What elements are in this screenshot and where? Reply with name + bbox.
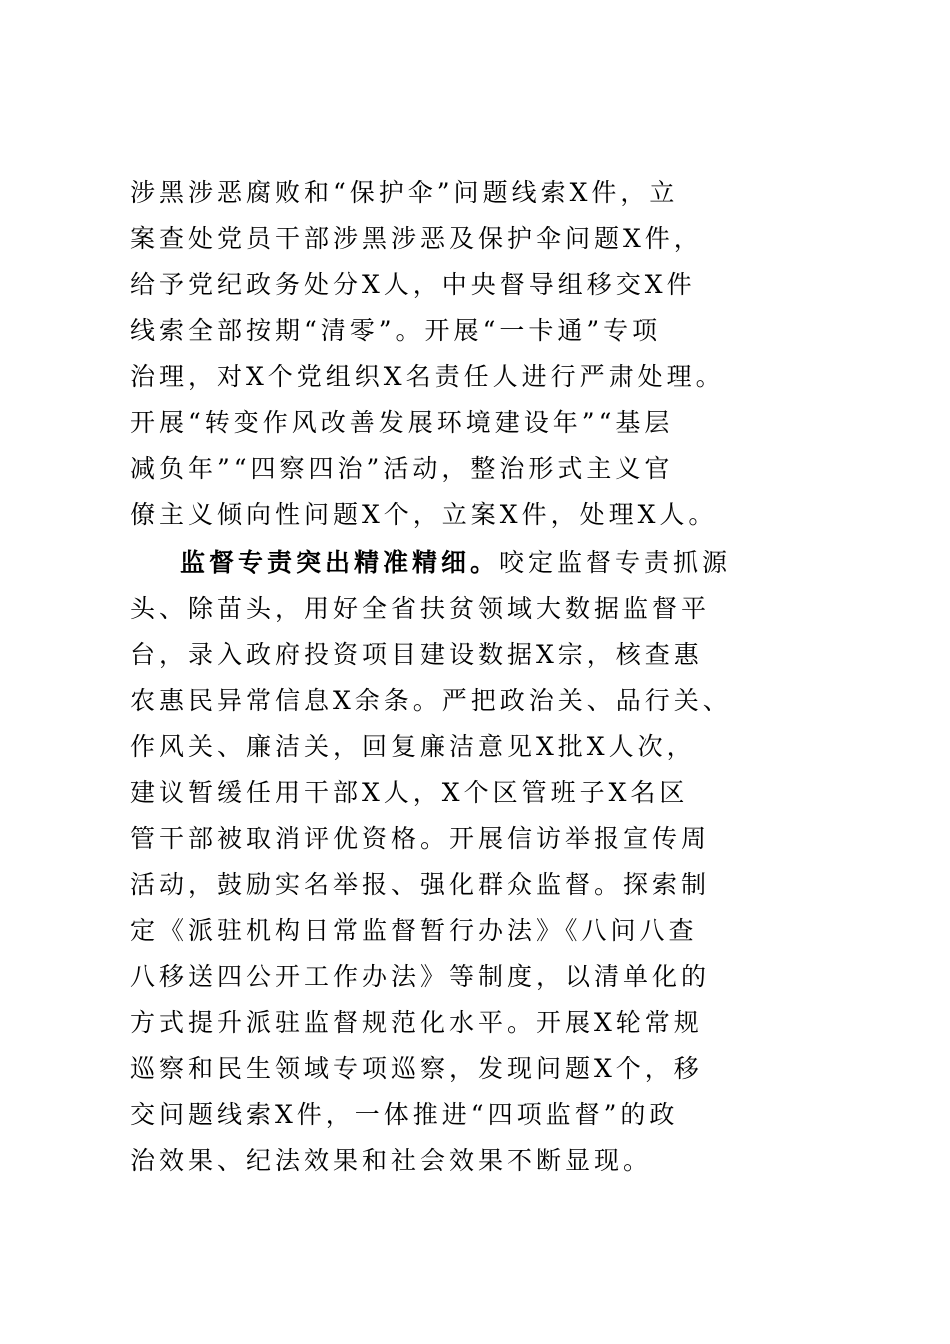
text-line: 线索全部按期“清零”。开展“一卡通”专项 [130,316,662,345]
text-line: 台，录入政府投资项目建设数据X宗，核查惠 [130,640,703,669]
text-line: 开展“转变作风改善发展环境建设年”“基层 [130,408,674,437]
text-line: 治效果、纪法效果和社会效果不断显现。 [130,1146,653,1175]
text-line: 给予党纪政务处分X人，中央督导组移交X件 [130,270,696,299]
text-line: 治理，对X个党组织X名责任人进行严肃处理。 [130,362,725,391]
text-line: 头、除苗头，用好全省扶贫领域大数据监督平 [130,594,711,623]
text-line: 减负年”“四察四治”活动，整治形式主义官 [130,454,674,483]
text-line: 巡察和民生领域专项巡察，发现问题X个，移 [130,1054,703,1083]
text-line: 僚主义倾向性问题X个，立案X件，处理X人。 [130,500,718,529]
text-line: 交问题线索X件，一体推进“四项监督”的政 [130,1100,679,1129]
text-line: 方式提升派驻监督规范化水平。开展X轮常规 [130,1008,703,1037]
text-line: 建议暂缓任用干部X人，X个区管班子X名区 [130,778,689,807]
text-line: 作风关、廉洁关，回复廉洁意见X批X人次， [130,732,696,761]
text-line: 管干部被取消评优资格。开展信访举报宣传周 [130,824,711,853]
text-line: 涉黑涉恶腐败和“保护伞”问题线索X件，立 [130,178,679,207]
text-line: 八移送四公开工作办法》等制度，以清单化的 [130,962,711,991]
section-heading: 监督专责突出精准精细。 [180,548,500,577]
paragraph-first-line [180,540,850,586]
text-line: 定《派驻机构日常监督暂行办法》《八问八查 [130,916,698,945]
text-line: 案查处党员干部涉黑涉恶及保护伞问题X件， [130,224,703,253]
text-line: 农惠民异常信息X余条。严把政治关、品行关、 [130,686,732,715]
text-line: 活动，鼓励实名举报、强化群众监督。探索制 [130,870,711,899]
text-run: 咬定监督专责抓源 [499,548,732,577]
